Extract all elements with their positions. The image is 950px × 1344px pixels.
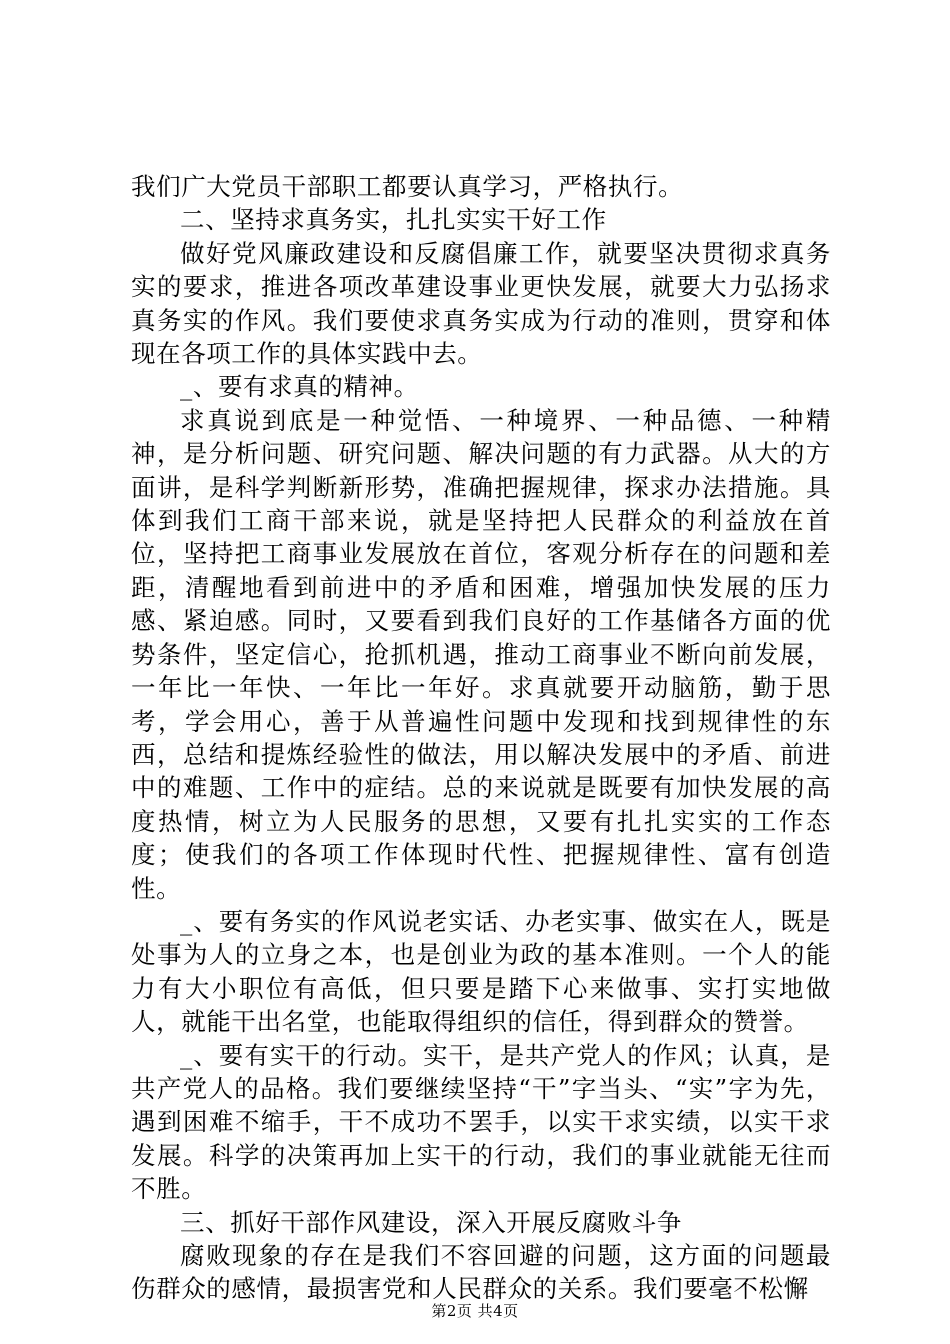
paragraph: 求真说到底是一种觉悟、一种境界、一种品德、一种精神，是分析问题、研究问题、解决问题的有力武器。从大的方面讲，是科学判断新形势，准确把握规律，探求办法措施。具体到我们工商干部来说，就是坚持把人民群众的利益放在首位，坚持把工商事业发展放在首位，客观分析存在的问题和差距，清醒地看到前进中的矛盾和困难，增强加快发展的压力感、紧迫感。同时，又要看到我们良好的工作基储各方面的优势条件，坚定信心，抢抓机遇，推动工商事业不断向前发展，一年比一年快、一年比一年好。求真就要开动脑筋，勤于思考，学会用心，善于从普遍性问题中发现和找到规律性的东西，总结和提炼经验性的做法，用以解决发展中的矛盾、前进中的难题、工作中的症结。总的来说就是既要有加快发展的高度热情，树立为人民服务的思想，又要有扎扎实实的工作态度；使我们的各项工作体现时代性、把握规律性、富有创造性。	[131, 405, 831, 903]
document-body	[131, 170, 831, 1306]
subsection-heading: _、要有求真的精神。	[180, 372, 419, 402]
section-heading: 二、坚持求真务实，扎扎实实干好工作	[180, 205, 607, 235]
paragraph: _、要有实干的行动。实干，是共产党人的作风；认真，是共产党人的品格。我们要继续坚持“干”字当头、“实”字为先，遇到困难不缩手，干不成功不罢手，以实干求实绩，以实干求发展。科学的决策再加上实干的行动，我们的事业就能无往而不胜。	[131, 1040, 831, 1204]
paragraph: 腐败现象的存在是我们不容回避的问题，这方面的问题最伤群众的感情，最损害党和人民群众的关系。我们要毫不松懈	[131, 1241, 831, 1304]
paragraph: 做好党风廉政建设和反腐倡廉工作，就要坚决贯彻求真务实的要求，推进各项改革建设事业更快发展，就要大力弘扬求真务实的作风。我们要使求真务实成为行动的准则，贯穿和体现在各项工作的具体实践中去。	[131, 238, 831, 369]
paragraph: _、要有务实的作风说老实话、办老实事、做实在人，既是处事为人的立身之本，也是创业为政的基本准则。一个人的能力有大小职位有高低，但只要是踏下心来做事、实打实地做人，就能干出名堂，也能取得组织的信任，得到群众的赞誉。	[131, 906, 831, 1037]
page-footer: 第2页 共4页	[431, 1302, 519, 1320]
paragraph: 我们广大党员干部职工都要认真学习，严格执行。	[131, 172, 684, 201]
section-heading: 三、抓好干部作风建设，深入开展反腐败斗争	[180, 1207, 682, 1237]
